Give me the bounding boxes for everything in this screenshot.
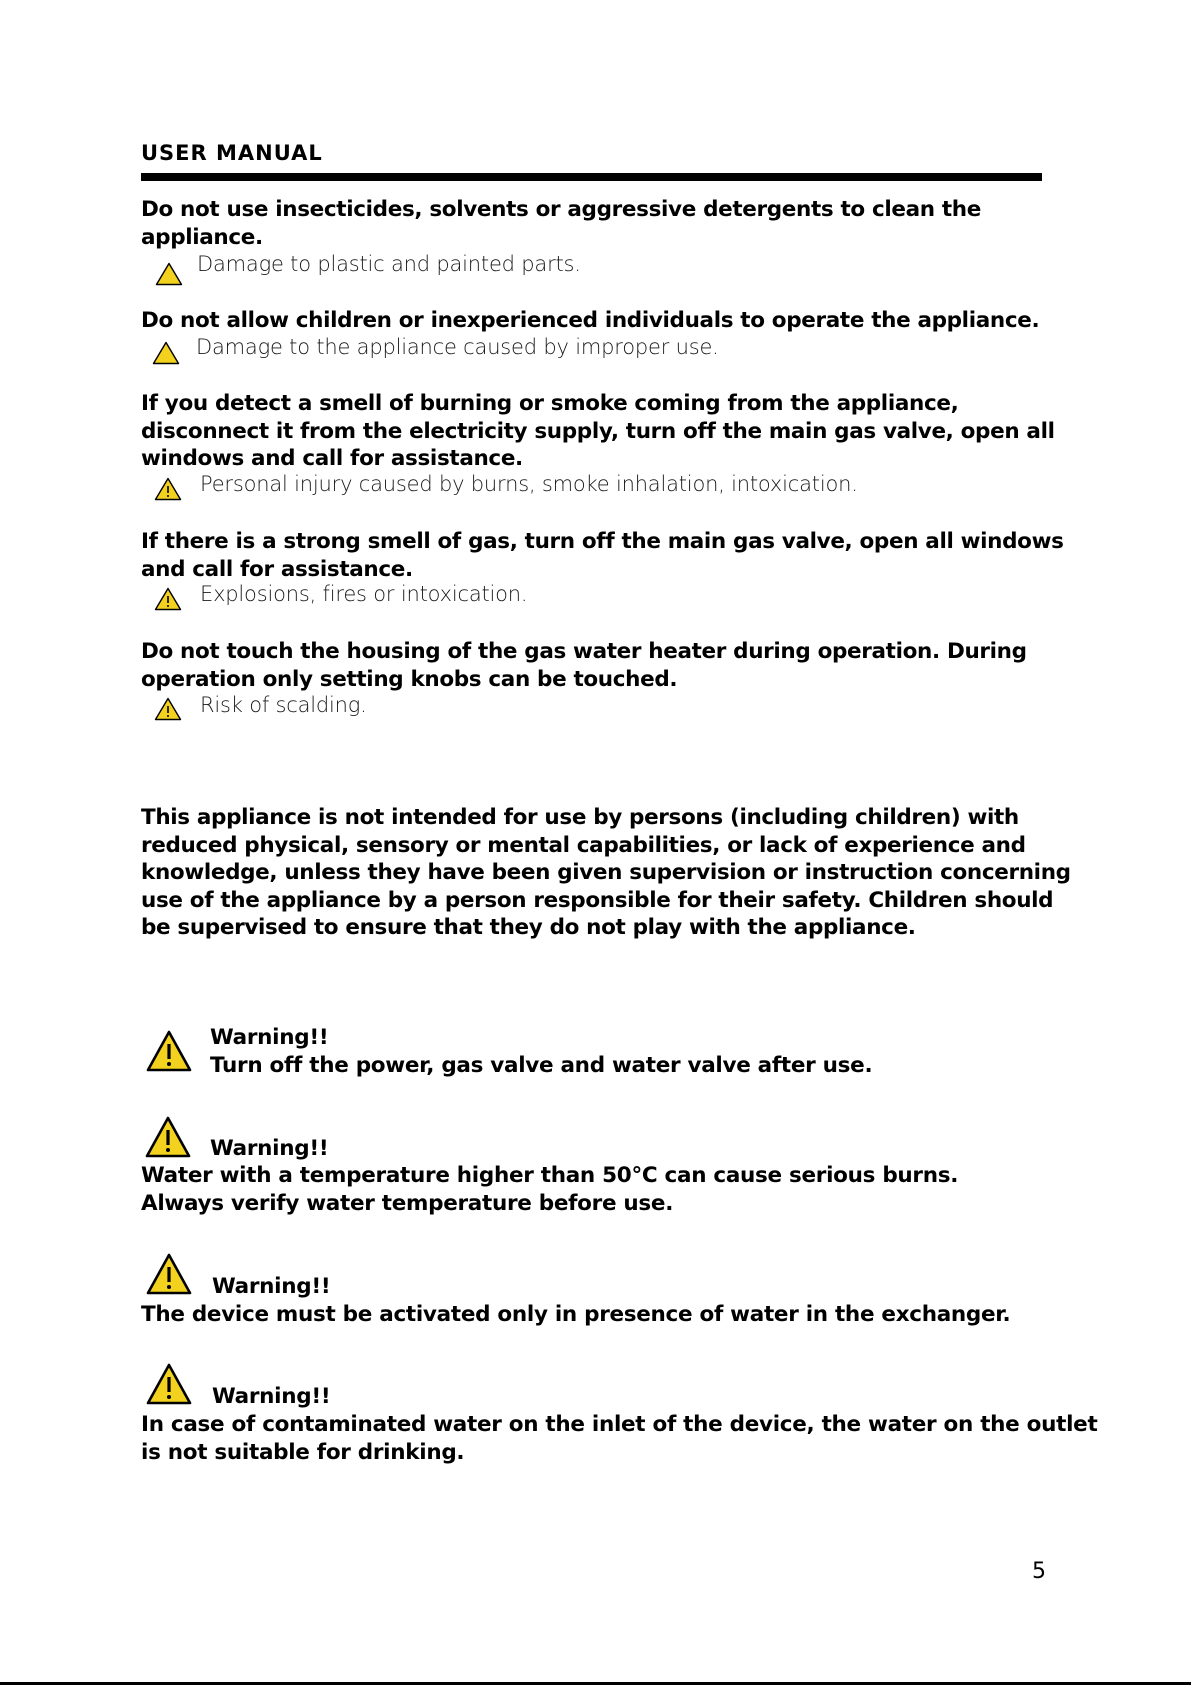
notice-line: This appliance is not intended for use by persons (including children) with	[141, 805, 1019, 830]
precaution-line: Do not allow children or inexperienced individuals to operate the appliance.	[141, 308, 1040, 333]
warning-triangle-icon	[144, 1115, 192, 1159]
warning-text: Water with a temperature higher than 50°C can cause serious burns.	[141, 1163, 959, 1188]
warning-triangle-icon	[145, 1252, 193, 1296]
notice-line: use of the appliance by a person responsible for their safety. Children should	[141, 887, 1054, 913]
warning-triangle-icon	[154, 477, 182, 501]
warning-text: Turn off the power, gas valve and water valve after use.	[210, 1053, 873, 1078]
precaution-line: disconnect it from the electricity supply, turn off the main gas valve, open all	[141, 418, 1055, 444]
consequence-text: Damage to the appliance caused by improper use.	[196, 335, 719, 359]
consequence-text: Damage to plastic and painted parts.	[197, 252, 581, 276]
notice-line: knowledge, unless they have been given supervision or instruction concerning	[141, 860, 1071, 885]
precaution-text	[141, 390, 1055, 473]
consequence-text: Explosions, fires or intoxication.	[200, 582, 528, 606]
precaution-line: Do not use insecticides, solvents or aggressive detergents to clean the	[141, 197, 981, 222]
precaution-line: appliance.	[141, 224, 263, 250]
consequence-text: Risk of scalding.	[200, 693, 367, 717]
warning-title: Warning!!	[212, 1384, 331, 1409]
precaution-text	[141, 638, 1046, 693]
supervision-notice	[141, 804, 1071, 942]
precaution-line: Do not touch the housing of the gas water heater during operation. During	[141, 639, 1027, 664]
warning-triangle-icon	[152, 341, 180, 365]
precaution-text	[141, 307, 1046, 335]
notice-line: reduced physical, sensory or mental capabilities, or lack of experience and	[141, 832, 1026, 858]
warning-triangle-icon	[155, 262, 183, 286]
warning-triangle-icon	[154, 697, 182, 721]
precaution-line: windows and call for assistance.	[141, 446, 523, 471]
precaution-text	[141, 196, 1046, 251]
warning-text: In case of contaminated water on the inlet of the device, the water on the outlet	[141, 1412, 1098, 1437]
warning-triangle-icon	[145, 1362, 193, 1406]
warning-text: Always verify water temperature before use.	[141, 1191, 674, 1216]
warning-triangle-icon	[145, 1029, 193, 1073]
warning-title: Warning!!	[210, 1136, 329, 1161]
warning-title: Warning!!	[212, 1274, 331, 1299]
consequence-text: Personal injury caused by burns, smoke inhalation, intoxication.	[200, 472, 858, 496]
manual-title: USER MANUAL	[141, 141, 323, 165]
warning-title: Warning!!	[210, 1025, 329, 1050]
warning-triangle-icon	[154, 587, 182, 611]
notice-line: be supervised to ensure that they do not play with the appliance.	[141, 915, 916, 940]
precaution-line: If there is a strong smell of gas, turn off the main gas valve, open all windows	[141, 529, 1064, 554]
precaution-text	[141, 528, 1064, 583]
precaution-line: If you detect a smell of burning or smoke coming from the appliance,	[141, 391, 959, 416]
header-divider	[141, 173, 1042, 181]
precaution-line: operation only setting knobs can be touched.	[141, 666, 678, 692]
warning-text: The device must be activated only in presence of water in the exchanger.	[141, 1302, 1011, 1327]
warning-text: is not suitable for drinking.	[141, 1440, 465, 1465]
precaution-line: and call for assistance.	[141, 556, 413, 582]
page-number: 5	[1032, 1559, 1046, 1584]
